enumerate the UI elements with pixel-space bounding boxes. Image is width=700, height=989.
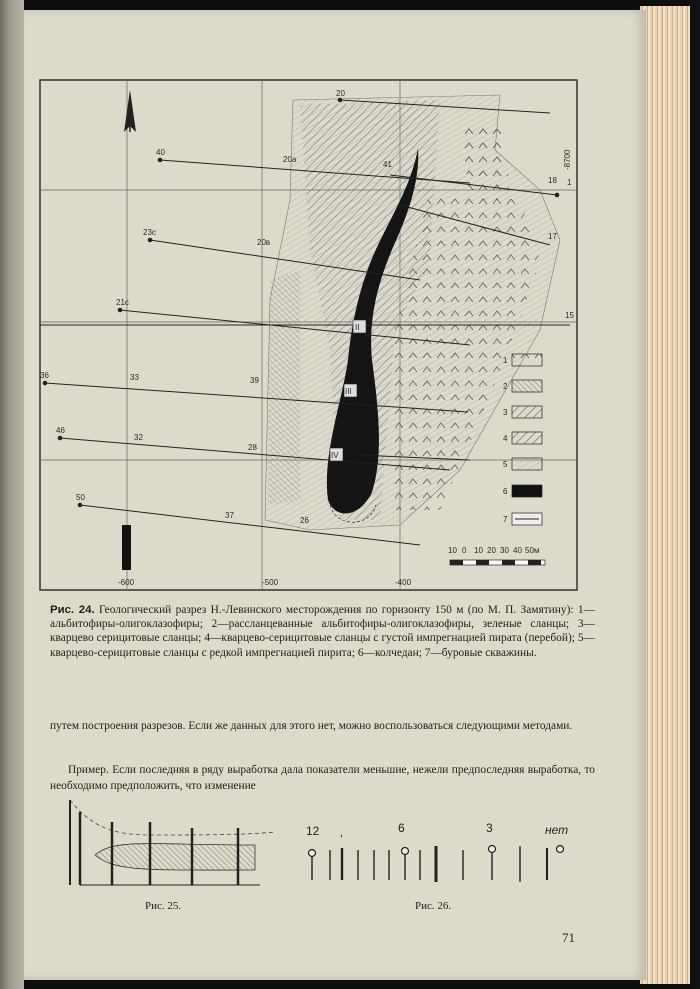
svg-text:4: 4 (503, 434, 508, 443)
svg-text:6: 6 (503, 487, 508, 496)
svg-text:17: 17 (548, 232, 557, 241)
svg-text:7: 7 (503, 515, 508, 524)
figure-25-drawing (70, 800, 275, 885)
svg-text:20: 20 (336, 89, 345, 98)
svg-text:10: 10 (474, 546, 483, 555)
svg-text:5: 5 (503, 460, 508, 469)
svg-text:39: 39 (250, 376, 259, 385)
svg-text:46: 46 (56, 426, 65, 435)
svg-text:20а: 20а (283, 155, 297, 164)
svg-text:IV: IV (331, 451, 339, 460)
caption-label: Рис. 24. (50, 604, 95, 616)
svg-text:-500: -500 (262, 578, 279, 587)
svg-text:-600: -600 (118, 578, 135, 587)
svg-text:20в: 20в (257, 238, 271, 247)
svg-text:3: 3 (503, 408, 508, 417)
scale-bar (448, 546, 545, 565)
svg-text:II: II (355, 323, 360, 332)
svg-text:нет: нет (545, 823, 569, 837)
svg-text:12: 12 (306, 824, 320, 838)
svg-text:37: 37 (225, 511, 234, 520)
svg-text:-8700: -8700 (563, 149, 572, 170)
svg-text:36: 36 (40, 371, 49, 380)
svg-text:1: 1 (567, 178, 572, 187)
svg-text:23с: 23с (143, 228, 156, 237)
svg-text:33: 33 (130, 373, 139, 382)
svg-text:21с: 21с (116, 298, 129, 307)
page-number: 71 (562, 930, 575, 945)
svg-text:40: 40 (513, 546, 522, 555)
axis-labels (118, 578, 412, 587)
svg-text:‚: ‚ (340, 825, 343, 839)
svg-text:50: 50 (76, 493, 85, 502)
svg-text:2: 2 (503, 382, 508, 391)
svg-text:-400: -400 (395, 578, 412, 587)
svg-text:32: 32 (134, 433, 143, 442)
caption-text: Геологический разрез Н.-Левинского месторождения по горизонту 150 м (по М. П. Замятину): 1—альбитофиры-олигоклазофиры; 2—рассланцеванные альбитофиры-олигоклазофиры, зеленые сланцы; 3—кварцево серицитовые сланцы; 4—кварцево-серицитовые сланцы с густой импрегнацией пирата (перебой); 5—кварцево-серицитовые сланцы с редкой импрегнацией пирита; 6—колчедан; 7—буровые скважины. (50, 604, 595, 659)
svg-text:28: 28 (248, 443, 257, 452)
figure-24-caption (50, 603, 595, 660)
svg-text:18: 18 (548, 176, 557, 185)
section-marker (122, 525, 131, 570)
paragraph-1: путем построения разрезов. Если же данных для этого нет, можно воспользоваться следующими методами. (50, 720, 573, 732)
svg-text:50м: 50м (525, 546, 540, 555)
north-arrow-icon (124, 90, 136, 132)
svg-text:III: III (345, 387, 352, 396)
figure-26-label: Рис. 26. (415, 900, 452, 912)
svg-text:20: 20 (487, 546, 496, 555)
paragraph-2: Пример. Если последняя в ряду выработка дала показатели меньшие, нежели предпоследняя выработка, то необходимо предположить, что изменение (50, 764, 595, 792)
svg-text:1: 1 (503, 356, 508, 365)
svg-text:26: 26 (300, 516, 309, 525)
figure-26-drawing (306, 821, 568, 882)
figure-25-label: Рис. 25. (145, 900, 182, 912)
svg-text:10: 10 (448, 546, 457, 555)
svg-text:3: 3 (486, 821, 493, 835)
svg-text:41: 41 (383, 160, 392, 169)
svg-text:15: 15 (565, 311, 574, 320)
svg-text:40: 40 (156, 148, 165, 157)
svg-text:6: 6 (398, 821, 405, 835)
svg-text:30: 30 (500, 546, 509, 555)
svg-text:0: 0 (462, 546, 467, 555)
